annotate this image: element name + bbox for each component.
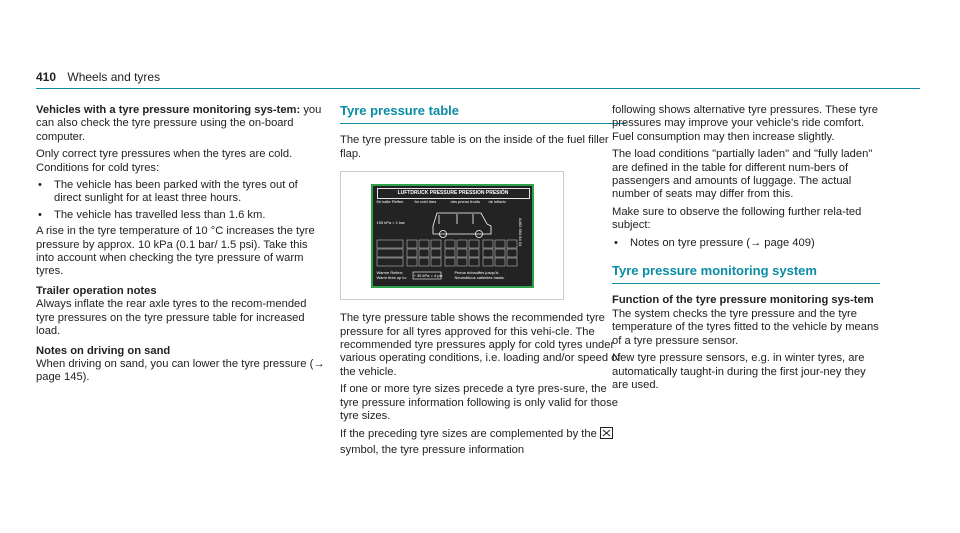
bullet-dot-icon: •	[38, 179, 42, 192]
column-3	[612, 104, 880, 396]
bullet-item	[36, 209, 326, 222]
label-warm-de: Warme Reifen:	[376, 269, 404, 275]
comfort-symbol-icon	[600, 427, 613, 443]
temperature-paragraph: A rise in the tyre temperature of 10 °C increases the tyre pressure by approx. 10 kPa (0.1 bar/ 1.5 psi). Take this into account when checking the tyre pressure of warm tyres.	[36, 225, 315, 278]
bullet-text: The vehicle has been parked with the tyres out of direct sunlight for at least three hours.	[54, 179, 298, 205]
tyre-sizes-paragraph: If one or more tyre sizes precede a tyre pres-sure, the tyre pressure information following is only valid for those tyre sizes.	[340, 383, 618, 423]
label-warm-en: Warm tires up to:	[376, 274, 407, 280]
intro-paragraph	[36, 104, 326, 144]
label-cold-en: for cold tires	[414, 198, 437, 204]
load-conditions-paragraph: The load conditions "partially laden" and "fully laden" are defined in the table for different num-bers of passengers and amounts of luggage. The actual number of seats may differ from this.	[612, 148, 873, 201]
related-subject-paragraph: Make sure to observe the following further rela-ted subject:	[612, 205, 862, 232]
label-cold-de: für kalte Reifen	[376, 198, 404, 204]
trailer-paragraph: Always inflate the rear axle tyres to the recom-mended tyre pressures on the tyre pressure table for increased load.	[36, 298, 307, 338]
tyre-pressure-label-figure	[340, 171, 564, 300]
label-scale: 100 kPa = 1 bar	[376, 219, 405, 225]
column-1	[36, 104, 326, 389]
table-location-paragraph: The tyre pressure table is on the inside of the fuel filler flap.	[340, 134, 609, 160]
sand-text-end: ).	[82, 371, 90, 384]
function-heading: Function of the tyre pressure monitoring sys-tem	[612, 294, 874, 307]
symbol-text-end: symbol, the tyre pressure information	[340, 443, 525, 456]
label-part-number: A463 584 84 04	[517, 217, 523, 246]
label-warm-fr: Pneus échauffés jusqu'à:	[454, 269, 499, 275]
sand-text: When driving on sand, you can lower the tyre pressure (	[36, 357, 314, 370]
sand-paragraph	[36, 358, 326, 385]
label-cold-es: de inflado	[488, 198, 506, 204]
column-2	[340, 104, 626, 461]
alternative-pressures-paragraph: following shows alternative tyre pressures. These tyre pressures may improve your vehicle's ride comfort. Fuel consumption may then increase slightly.	[612, 104, 878, 143]
section-name: Wheels and tyres	[67, 70, 161, 84]
page-reference-link[interactable]: → page 409	[750, 236, 811, 249]
monitoring-system-title: Tyre pressure monitoring system	[612, 264, 880, 284]
bullet-item	[36, 179, 326, 206]
bullet-item	[612, 237, 880, 250]
bullet-text: The vehicle has travelled less than 1.6 km.	[54, 208, 266, 221]
label-title: LUFTDRUCK PRESSURE PRESSION PRESIÓN	[377, 188, 530, 199]
bullet-text-end: )	[810, 236, 815, 249]
symbol-text: If the preceding tyre sizes are complemented by the	[340, 428, 600, 441]
label-warm-es: Neumáticos calientes hasta:	[454, 274, 505, 280]
bullet-text: Notes on tyre pressure (	[630, 236, 751, 249]
page-header	[36, 70, 160, 84]
sand-heading: Notes on driving on sand	[36, 344, 171, 357]
symbol-paragraph	[340, 427, 626, 457]
system-checks-paragraph: The system checks the tyre pressure and the tyre temperature of the tyres fitted to the vehicle by means of a tyre pressure sensor.	[612, 307, 879, 347]
trailer-heading: Trailer operation notes	[36, 284, 157, 297]
header-rule	[36, 88, 920, 89]
tyre-pressure-label	[371, 184, 534, 288]
new-sensors-paragraph: New tyre pressure sensors, e.g. in winter tyres, are automatically taught-in during the first jour-ney they are used.	[612, 352, 866, 391]
bullet-dot-icon: •	[38, 208, 42, 221]
cold-tyres-paragraph: Only correct tyre pressures when the tyres are cold. Conditions for cold tyres:	[36, 148, 293, 174]
table-description-paragraph: The tyre pressure table shows the recommended tyre pressure for all tyres approved for this vehi-cle. The recommended tyre pressures apply for cold tyres under various operating conditions, i.e. loading and/or speed of the vehicle.	[340, 312, 621, 378]
page-reference-link[interactable]: → page 145	[36, 357, 325, 384]
pressure-table-grid	[377, 240, 517, 266]
bullet-dot-icon: •	[614, 236, 618, 249]
page-number: 410	[36, 70, 57, 84]
tyre-pressure-table-title: Tyre pressure table	[340, 104, 626, 124]
label-cold-fr: des pneus froids	[450, 198, 480, 204]
label-warm-value: + 30 kPa = 4 psi	[413, 272, 443, 278]
vehicle-icon	[433, 213, 491, 238]
intro-heading: Vehicles with a tyre pressure monitoring sys-tem:	[36, 104, 301, 116]
intro-text: you can also check the tyre pressure using the on-board computer.	[36, 104, 322, 143]
